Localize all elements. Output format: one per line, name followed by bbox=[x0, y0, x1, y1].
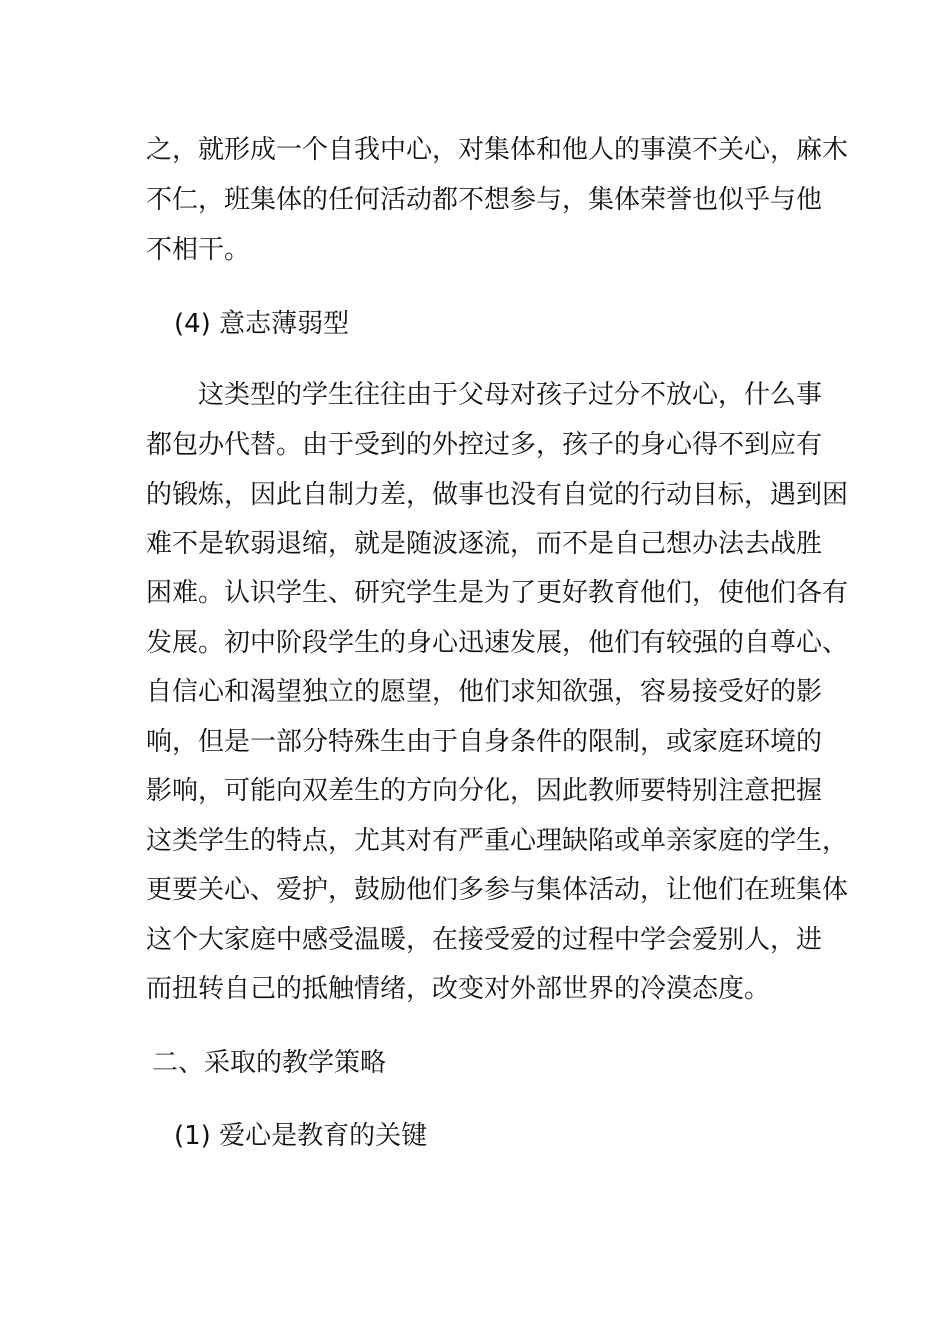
paragraph-line: 困难。认识学生、研究学生是为了更好教育他们，使他们各有 bbox=[146, 578, 849, 608]
paragraph-line: 这类学生的特点，尤其对有严重心理缺陷或单亲家庭的学生， bbox=[146, 826, 849, 856]
paragraph-line: 这个大家庭中感受温暖，在接受爱的过程中学会爱别人，进 bbox=[146, 925, 823, 955]
paragraph-line: 更要关心、爱护，鼓励他们多参与集体活动，让他们在班集体 bbox=[146, 875, 849, 905]
paragraph-line: 不仁，班集体的任何活动都不想参与，集体荣誉也似乎与他 bbox=[146, 185, 823, 215]
paragraph-line: 的锻炼，因此自制力差，做事也没有自觉的行动目标，遇到困 bbox=[146, 480, 849, 510]
paragraph-line: 自信心和渴望独立的愿望，他们求知欲强，容易接受好的影 bbox=[146, 677, 823, 707]
paragraph-line: 之，就形成一个自我中心，对集体和他人的事漠不关心，麻木 bbox=[146, 135, 849, 165]
paragraph-line: 难不是软弱退缩，就是随波逐流，而不是自己想办法去战胜 bbox=[146, 529, 823, 559]
subheading-1: (1) 爱心是教育的关键 bbox=[174, 1121, 428, 1151]
paragraph-line: 不相干。 bbox=[146, 235, 251, 265]
section-heading: 二、采取的教学策略 bbox=[152, 1048, 387, 1078]
subheading-4: (4) 意志薄弱型 bbox=[174, 309, 350, 339]
paragraph-line: 这类型的学生往往由于父母对孩子过分不放心，什么事 bbox=[198, 380, 823, 410]
paragraph-line: 而扭转自己的抵触情绪，改变对外部世界的冷漠态度。 bbox=[146, 974, 771, 1004]
paragraph-line: 都包办代替。由于受到的外控过多，孩子的身心得不到应有 bbox=[146, 430, 823, 460]
paragraph-line: 响，但是一部分特殊生由于自身条件的限制，或家庭环境的 bbox=[146, 727, 823, 757]
paragraph-line: 发展。初中阶段学生的身心迅速发展，他们有较强的自尊心、 bbox=[146, 628, 849, 658]
paragraph-line: 影响，可能向双差生的方向分化，因此教师要特别注意把握 bbox=[146, 776, 823, 806]
